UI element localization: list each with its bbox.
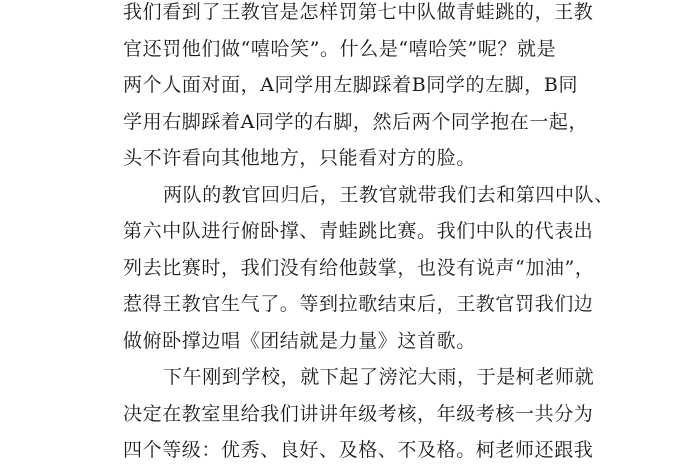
paragraph-1 xyxy=(123,0,594,177)
text-line: 列去比赛时，我们没有给他鼓掌，也没有说声“加油”， xyxy=(123,256,595,279)
text-line: 决定在教室里给我们讲讲年级考核，年级考核一共分为 xyxy=(123,402,594,425)
text-line: 两个人面对面，A同学用左脚踩着B同学的左脚，B同 xyxy=(123,74,579,96)
text-line: 头不许看向其他地方，只能看对方的脸。 xyxy=(123,147,476,169)
text-line: 四个等级：优秀、良好、及格、不及格。柯老师还跟我 xyxy=(123,439,594,461)
text-line: 学用右脚踩着A同学的右脚，然后两个同学抱在一起， xyxy=(123,110,589,133)
text-line: 惹得王教官生气了。等到拉歌结束后，王教官罚我们边 xyxy=(123,293,594,315)
text-line: 第六中队进行俯卧撑、青蛙跳比赛。我们中队的代表出 xyxy=(123,220,594,242)
text-line: 官还罚他们做“嘻哈笑”。什么是“嘻哈笑”呢？就是 xyxy=(123,37,557,60)
article-body xyxy=(123,0,614,469)
text-line: 做俯卧撑边唱《团结就是力量》这首歌。 xyxy=(123,329,476,352)
text-line: 两队的教官回归后，王教官就带我们去和第四中队、 xyxy=(163,183,614,206)
text-line: 下午刚到学校，就下起了滂沱大雨，于是柯老师就 xyxy=(163,366,595,388)
text-line: 我们看到了王教官是怎样罚第七中队做青蛙跳的，王教 xyxy=(123,1,594,23)
paragraph-3 xyxy=(123,359,595,469)
paragraph-2 xyxy=(123,177,614,360)
